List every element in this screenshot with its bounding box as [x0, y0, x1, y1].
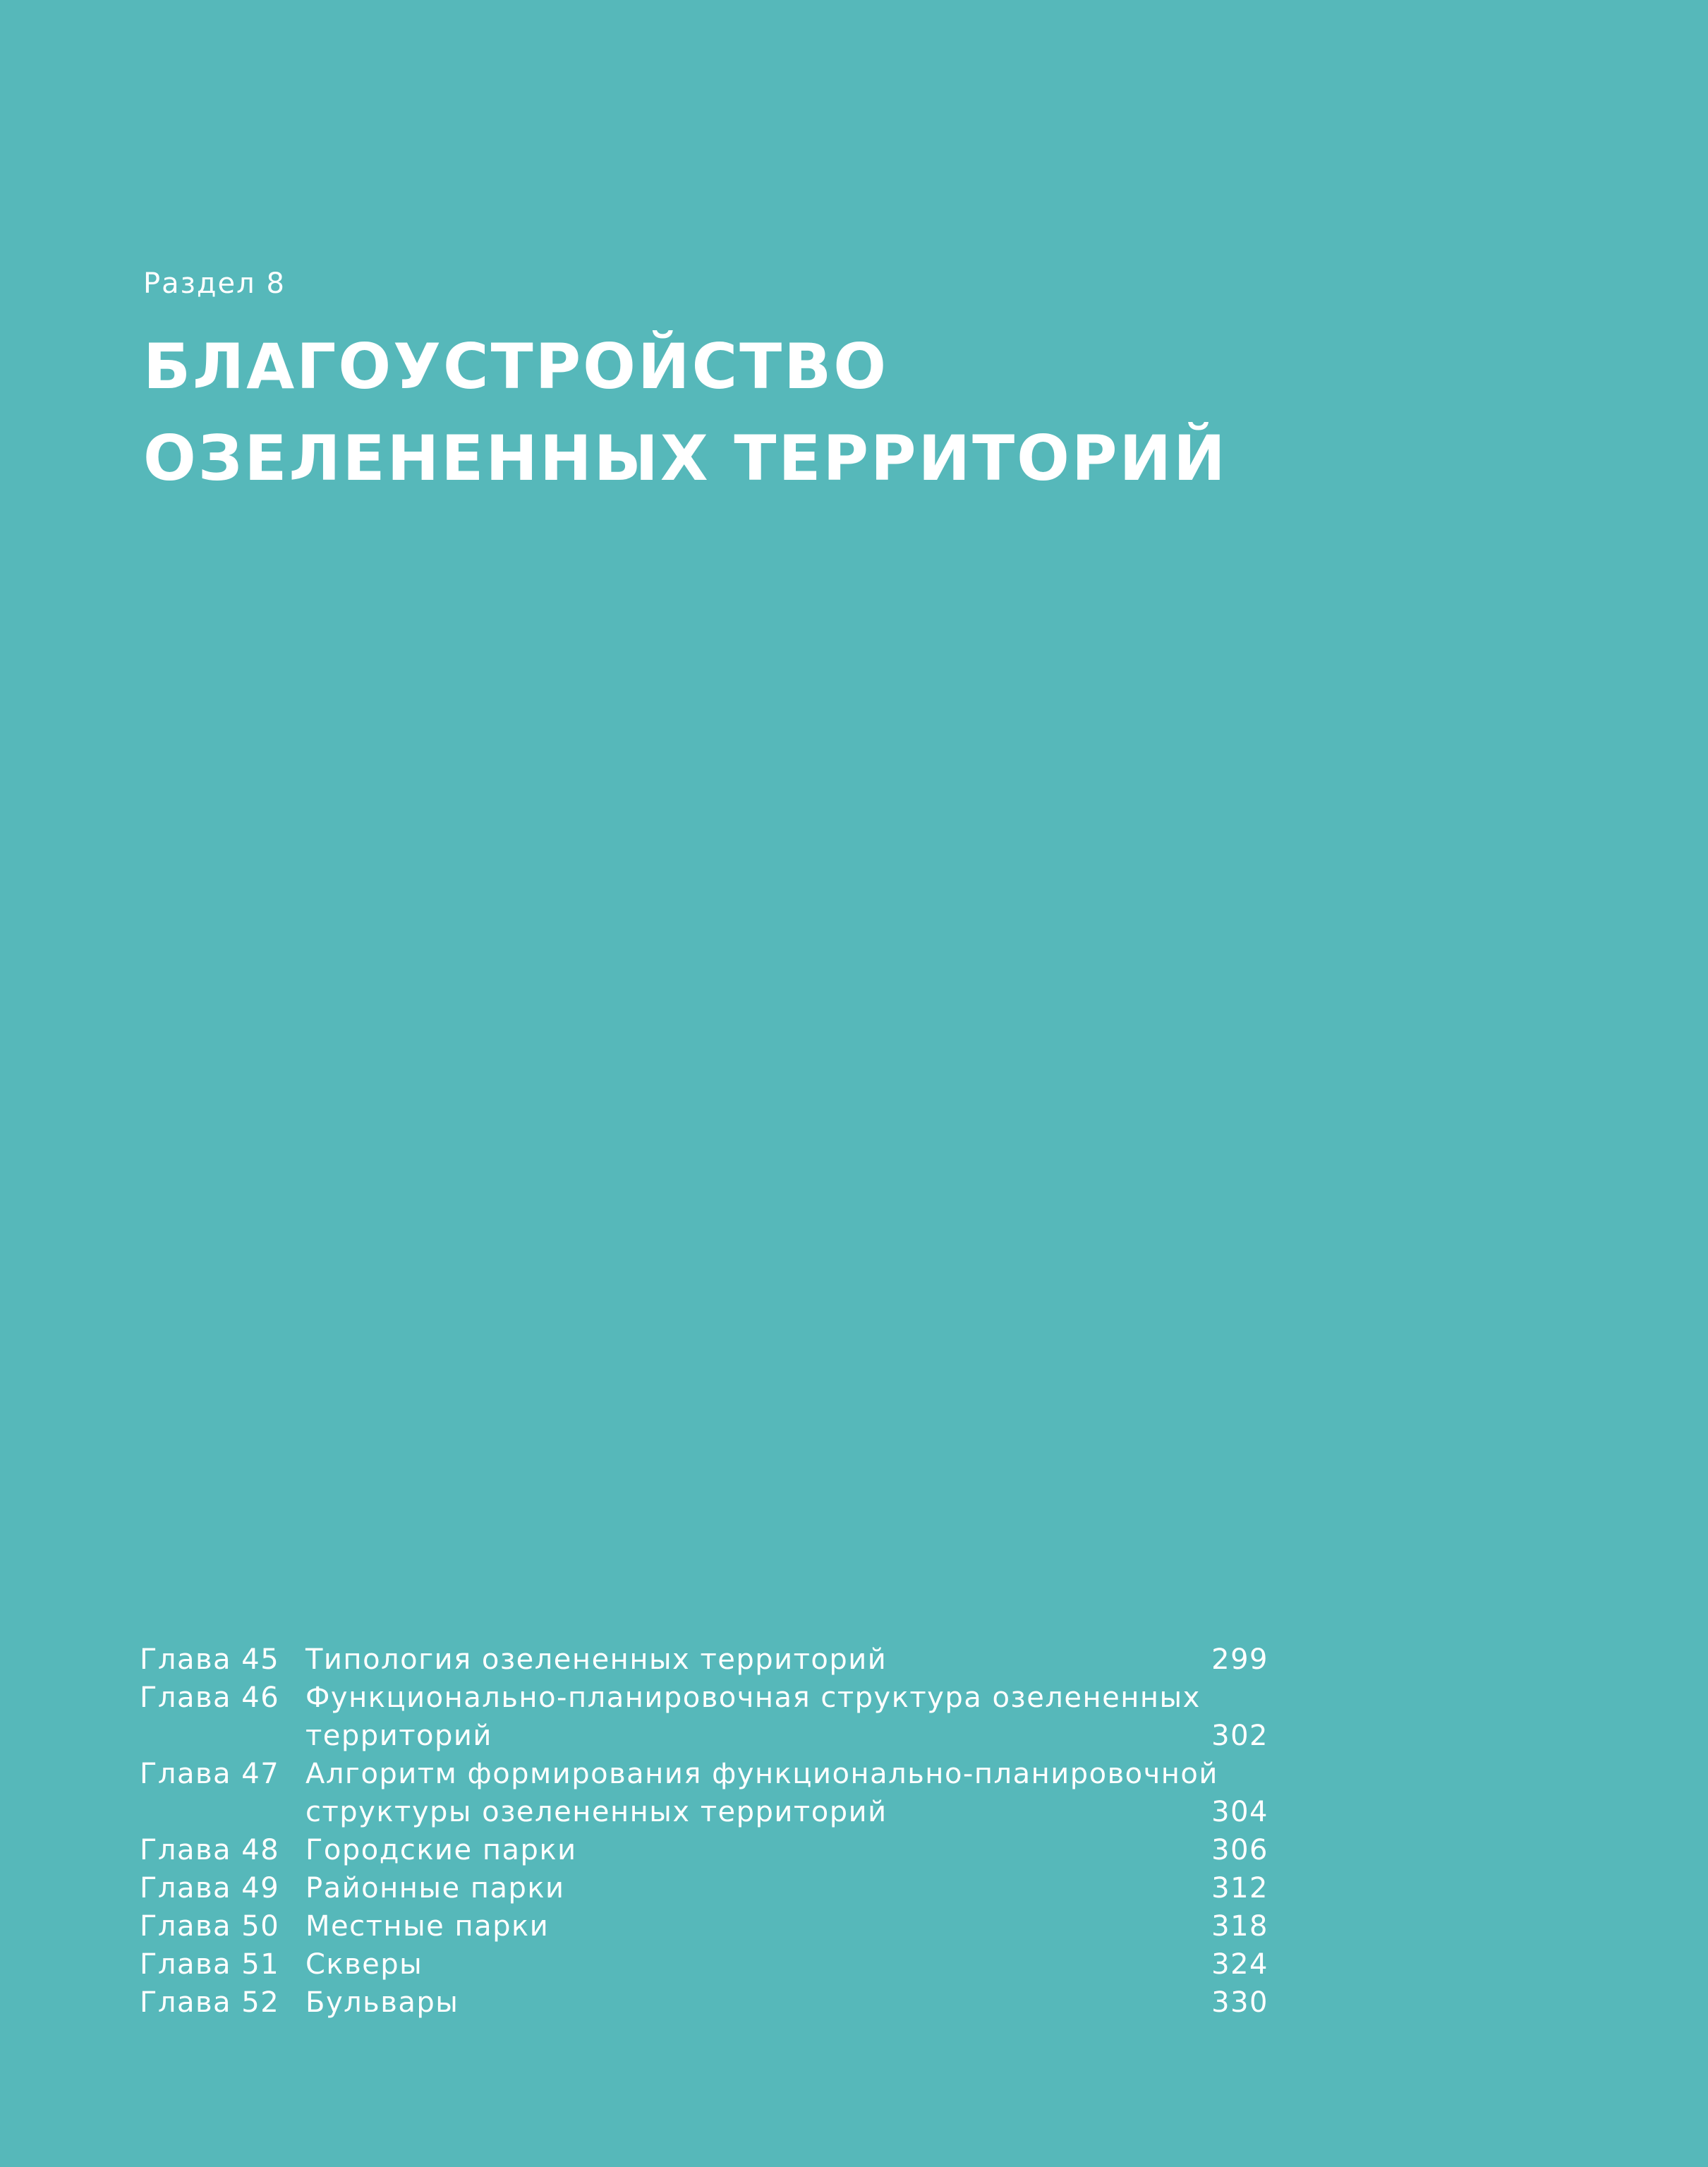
toc-chapter-title — [305, 1869, 1117, 1907]
toc-chapter-number: Глава 46 — [140, 1682, 280, 1714]
toc-chapter-title — [305, 1679, 1201, 1755]
toc-title-line: Алгоритм формирования функционально-планировочной — [305, 1758, 1218, 1790]
toc-chapter-title — [305, 1755, 1218, 1831]
toc-chapter-title — [305, 1831, 1117, 1869]
toc-row[interactable] — [140, 1984, 1268, 2022]
toc-chapter-number: Глава 52 — [140, 1986, 280, 2019]
toc-row[interactable] — [140, 1679, 1268, 1755]
toc-row[interactable] — [140, 1755, 1268, 1831]
toc-page-number: 304 — [1211, 1796, 1268, 1828]
toc-row[interactable] — [140, 1831, 1268, 1869]
section-label: Раздел 8 — [143, 267, 286, 300]
toc-page-number: 299 — [1211, 1643, 1268, 1676]
toc-title-line: Функционально-планировочная структура озелененных — [305, 1682, 1201, 1714]
toc-title-line: Районные парки — [305, 1872, 565, 1905]
toc-chapter-number: Глава 51 — [140, 1948, 280, 1981]
toc-title-line: территорий — [305, 1720, 492, 1752]
toc-chapter-title — [305, 1945, 1117, 1984]
section-title-line: ОЗЕЛЕНЕННЫХ ТЕРРИТОРИЙ — [143, 422, 1228, 495]
table-of-contents — [140, 1641, 1268, 2022]
toc-page-number: 318 — [1211, 1910, 1268, 1943]
toc-chapter-number: Глава 49 — [140, 1872, 280, 1905]
section-title-line: БЛАГОУСТРОЙСТВО — [143, 330, 889, 403]
toc-page-number: 302 — [1211, 1720, 1268, 1752]
toc-title-line: Скверы — [305, 1948, 423, 1981]
toc-page-number: 306 — [1211, 1834, 1268, 1866]
toc-title-line: Местные парки — [305, 1910, 550, 1943]
section-title — [143, 321, 1228, 505]
toc-row[interactable] — [140, 1869, 1268, 1907]
toc-chapter-number: Глава 47 — [140, 1758, 280, 1790]
toc-page-number: 312 — [1211, 1872, 1268, 1905]
toc-chapter-title — [305, 1907, 1117, 1945]
toc-title-line: структуры озелененных территорий — [305, 1796, 888, 1828]
toc-row[interactable] — [140, 1907, 1268, 1945]
toc-row[interactable] — [140, 1945, 1268, 1984]
toc-page-number: 330 — [1211, 1986, 1268, 2019]
toc-title-line: Типология озелененных территорий — [305, 1643, 888, 1676]
toc-chapter-title — [305, 1984, 1117, 2022]
toc-title-line: Бульвары — [305, 1986, 459, 2019]
toc-title-line: Городские парки — [305, 1834, 577, 1866]
toc-chapter-number: Глава 45 — [140, 1643, 280, 1676]
toc-chapter-number: Глава 48 — [140, 1834, 280, 1866]
toc-chapter-title — [305, 1641, 1117, 1679]
toc-chapter-number: Глава 50 — [140, 1910, 280, 1943]
toc-row[interactable] — [140, 1641, 1268, 1679]
toc-page-number: 324 — [1211, 1948, 1268, 1981]
